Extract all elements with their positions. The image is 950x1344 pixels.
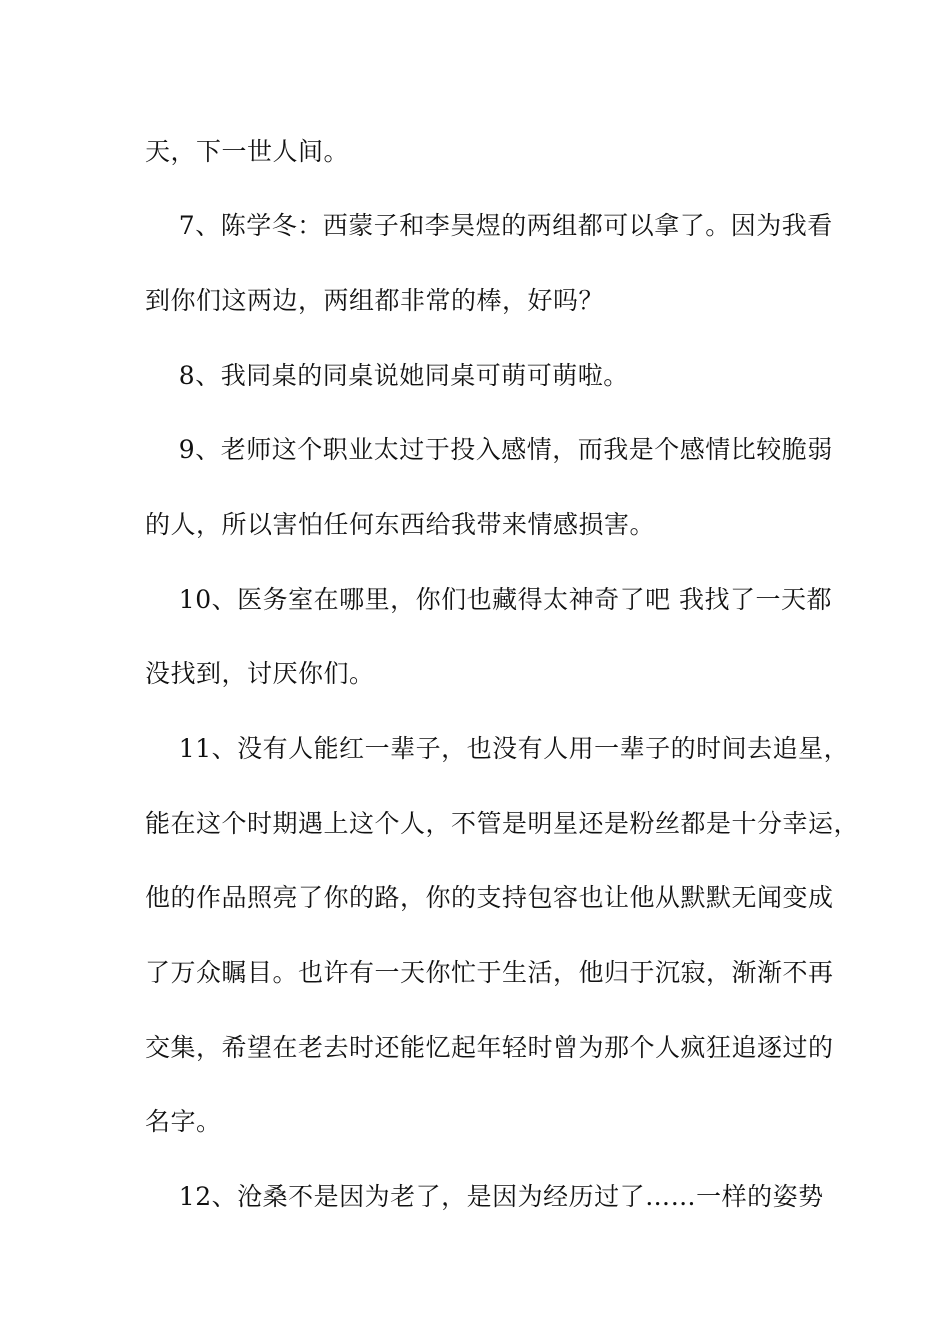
text-line: 10、医务室在哪里，你们也藏得太神奇了吧 我找了一天都 bbox=[145, 585, 833, 614]
text-line: 了万众瞩目。也许有一天你忙于生活，他归于沉寂，渐渐不再 bbox=[145, 958, 834, 987]
text-line: 交集，希望在老去时还能忆起年轻时曾为那个人疯狂追逐过的 bbox=[145, 1033, 834, 1062]
text-line: 他的作品照亮了你的路，你的支持包容也让他从默默无闻变成 bbox=[145, 883, 834, 912]
text-line: 名字。 bbox=[145, 1107, 222, 1136]
text-line: 到你们这两边，两组都非常的棒，好吗？ bbox=[145, 286, 605, 315]
text-line: 12、沧桑不是因为老了，是因为经历过了……一样的姿势 bbox=[145, 1182, 824, 1211]
text-line: 的人，所以害怕任何东西给我带来情感损害。 bbox=[145, 510, 656, 539]
text-line: 11、没有人能红一辈子，也没有人用一辈子的时间去追星， bbox=[145, 734, 850, 763]
text-line: 9、老师这个职业太过于投入感情，而我是个感情比较脆弱 bbox=[145, 435, 833, 464]
text-line: 没找到，讨厌你们。 bbox=[145, 659, 375, 688]
text-line: 天，下一世人间。 bbox=[145, 137, 350, 166]
text-line: 能在这个时期遇上这个人，不管是明星还是粉丝都是十分幸运， bbox=[145, 809, 860, 838]
text-line: 8、我同桌的同桌说她同桌可萌可萌啦。 bbox=[145, 361, 629, 390]
text-line: 7、陈学冬：西蒙子和李昊煜的两组都可以拿了。因为我看 bbox=[145, 211, 833, 240]
